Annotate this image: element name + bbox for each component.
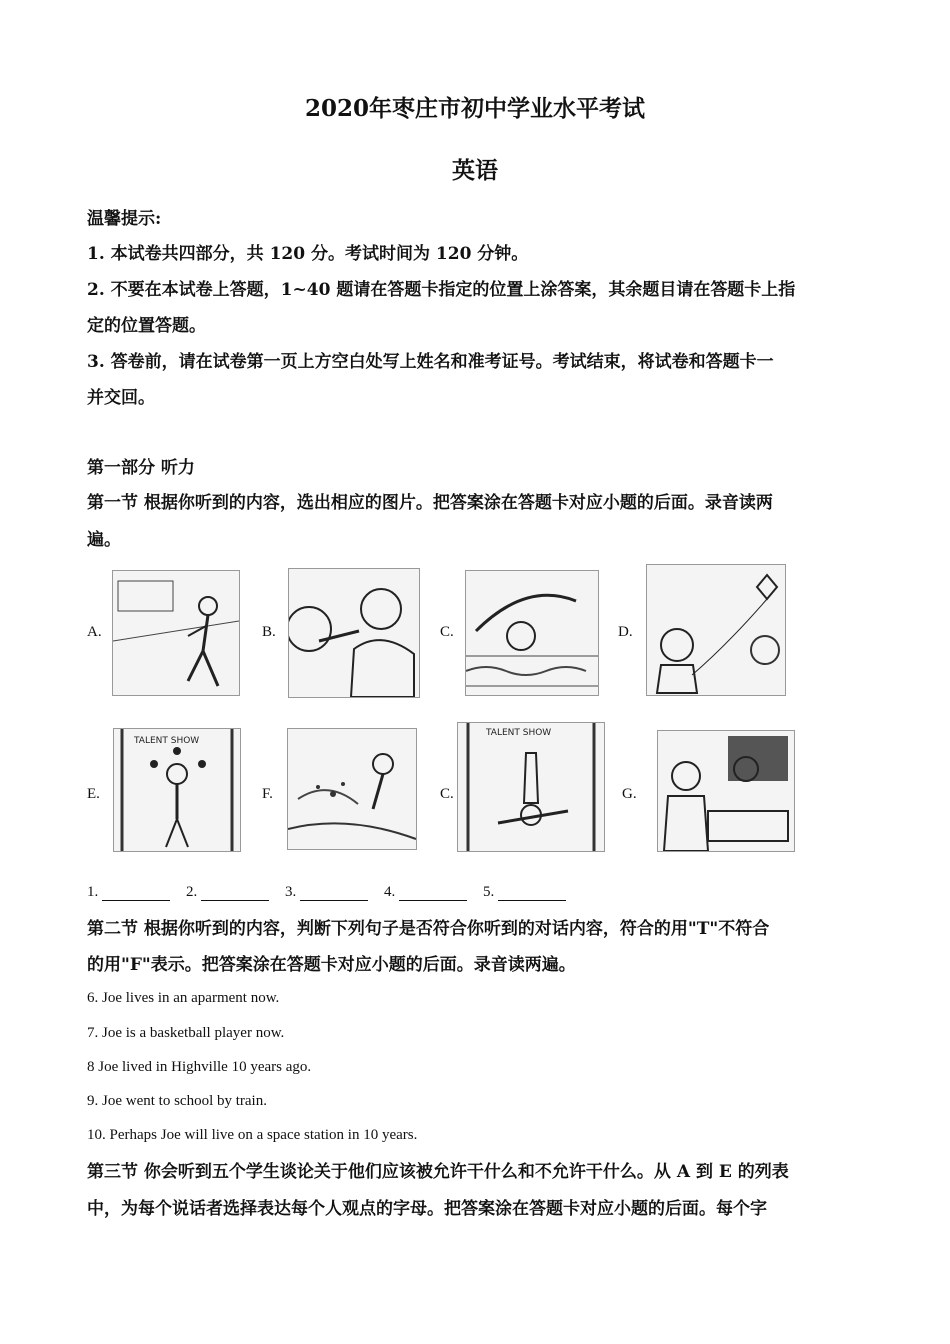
picture-label-b: B. <box>262 624 276 640</box>
statement-10: 10. Perhaps Joe will live on a space station in 10 years. <box>87 1127 418 1143</box>
statement-7: 7. Joe is a basketball player now. <box>87 1025 285 1041</box>
picture-f-splash <box>287 728 417 850</box>
section1-line-2: 遍。 <box>87 530 121 550</box>
statement-9: 9. Joe went to school by train. <box>87 1093 267 1109</box>
part1-heading: 第一部分 听力 <box>87 458 195 478</box>
tips-heading: 温馨提示: <box>87 209 162 229</box>
picture-c-swimmer <box>465 570 599 696</box>
section2-line-1: 第二节 根据你听到的内容，判断下列句子是否符合你听到的对话内容，符合的用"T"不符合 <box>87 919 770 939</box>
tip-line-4: 3. 答卷前，请在试卷第一页上方空白处写上姓名和准考证号。考试结束，将试卷和答题卡一 <box>87 352 774 372</box>
picture-label-c: C. <box>440 624 454 640</box>
answer-blank-3[interactable] <box>300 886 368 901</box>
picture-c2-sign: TALENT SHOW <box>486 728 552 738</box>
picture-label-e: E. <box>87 786 100 802</box>
tip-line-3: 定的位置答题。 <box>87 316 206 336</box>
statement-8: 8 Joe lived in Highville 10 years ago. <box>87 1059 312 1075</box>
picture-e-sign: TALENT SHOW <box>134 736 200 746</box>
picture-g-classroom <box>657 730 795 852</box>
picture-a-running-boy <box>112 570 240 696</box>
picture-label-f: F. <box>262 786 273 802</box>
picture-label-d: D. <box>618 624 633 640</box>
tip-line-2: 2. 不要在本试卷上答题，1~40 题请在答题卡指定的位置上涂答案，其余题目请在答题卡上指 <box>87 280 796 300</box>
picture-c2-performer <box>457 722 605 852</box>
section3-line-1: 第三节 你会听到五个学生谈论关于他们应该被允许干什么和不允许干什么。从 A 到 E 的列表 <box>87 1162 789 1182</box>
tip-line-1: 1. 本试卷共四部分，共 120 分。考试时间为 120 分钟。 <box>87 244 529 264</box>
answer-blank-5[interactable] <box>498 886 566 901</box>
picture-e-juggler <box>113 728 241 852</box>
section1-line-1: 第一节 根据你听到的内容，选出相应的图片。把答案涂在答题卡对应小题的后面。录音读两 <box>87 493 773 513</box>
picture-b-two-people <box>288 568 420 698</box>
picture-d-kite <box>646 564 786 696</box>
section3-line-2: 中，为每个说话者选择表达每个人观点的字母。把答案涂在答题卡对应小题的后面。每个字 <box>87 1199 767 1219</box>
subject-title: 英语 <box>452 157 498 184</box>
picture-label-c2: C. <box>440 786 454 802</box>
blank-label-4: 4. <box>384 884 396 900</box>
statement-6: 6. Joe lives in an aparment now. <box>87 990 280 1006</box>
answer-blank-2[interactable] <box>201 886 269 901</box>
answer-blank-4[interactable] <box>399 886 467 901</box>
exam-title: 2020年枣庄市初中学业水平考试 <box>304 95 645 122</box>
section2-line-2: 的用"F"表示。把答案涂在答题卡对应小题的后面。录音读两遍。 <box>87 955 576 975</box>
blank-label-3: 3. <box>285 884 297 900</box>
picture-label-g: G. <box>622 786 637 802</box>
blank-label-2: 2. <box>186 884 198 900</box>
answer-blanks <box>87 884 578 901</box>
tip-line-5: 并交回。 <box>87 388 155 408</box>
answer-blank-1[interactable] <box>102 886 170 901</box>
blank-label-1: 1. <box>87 884 99 900</box>
blank-label-5: 5. <box>483 884 495 900</box>
picture-label-a: A. <box>87 624 102 640</box>
